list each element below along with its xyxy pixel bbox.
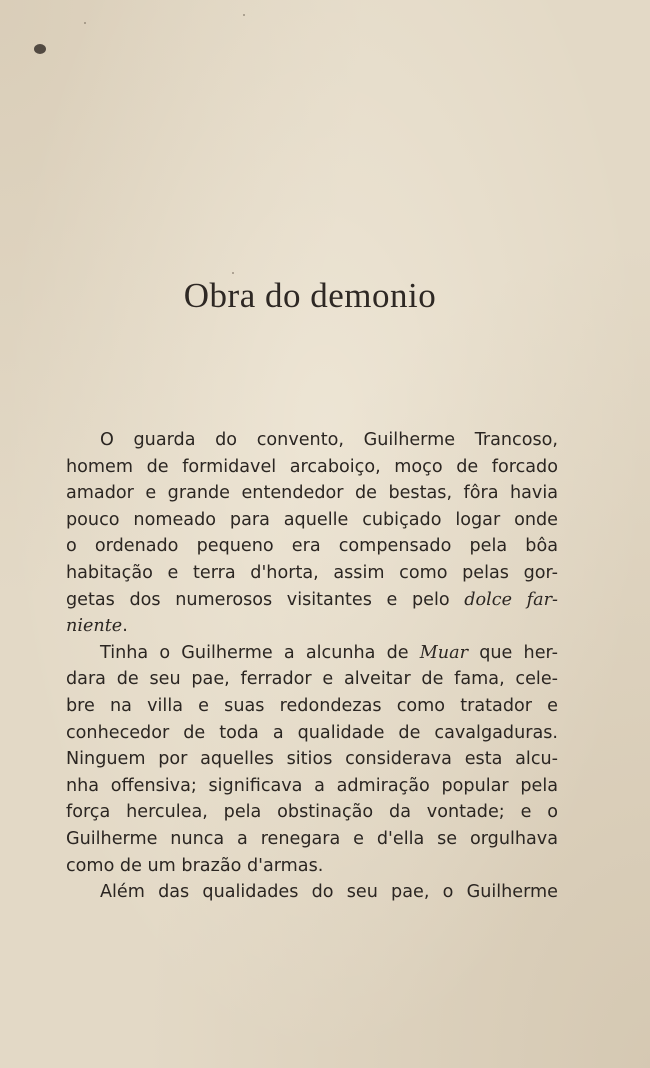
paper-speck <box>232 272 234 274</box>
text-line: dara de seu pae, ferrador e alveitar de fama, cele- <box>66 669 558 690</box>
paper-speck <box>84 22 86 24</box>
text-run: Tinha o Guilherme a alcunha de <box>100 642 420 663</box>
text-line: como de um brazão d'armas. <box>66 855 324 876</box>
text-line: Além das qualidades do seu pae, o Guilherme <box>100 882 558 903</box>
text-line: O guarda do convento, Guilherme Trancoso, <box>100 430 558 450</box>
text-line: Ninguem por aquelles sitios considerava esta alcu- <box>66 749 558 770</box>
text-run: que her- <box>468 642 558 663</box>
paragraph <box>66 879 558 906</box>
paragraph <box>66 640 558 879</box>
text-line <box>66 587 558 614</box>
text-line <box>66 640 558 667</box>
paragraph <box>66 427 558 640</box>
italic-word: Muar <box>419 642 469 663</box>
text-line: nha offensiva; significava a admiração popular pela <box>66 775 558 796</box>
text-line: homem de formidavel arcaboiço, moço de forcado <box>66 456 558 477</box>
body-text <box>66 427 558 906</box>
text-line: bre na villa e suas redondezas como tratador e <box>66 695 558 716</box>
text-run: getas dos numerosos visitantes e pelo <box>66 589 465 610</box>
text-line <box>66 613 558 640</box>
text-line: amador e grande entendedor de bestas, fôra havia <box>66 483 558 504</box>
chapter-title: Obra do demonio <box>183 276 437 315</box>
text-line: pouco nomeado para aquelle cubiçado logar onde <box>66 509 558 530</box>
text-line: habitação e terra d'horta, assim como pelas gor- <box>66 562 558 583</box>
paper-speck <box>243 14 245 16</box>
text-line: força herculea, pela obstinação da vontade; e o <box>66 802 558 823</box>
italic-phrase: dolce far- <box>464 589 558 610</box>
italic-phrase: niente <box>66 616 123 637</box>
ink-blot <box>34 44 46 54</box>
text-line: o ordenado pequeno era compensado pela bôa <box>66 536 558 557</box>
text-line: Guilherme nunca a renegara e d'ella se orgulhava <box>66 828 558 849</box>
text-run: . <box>122 616 128 637</box>
text-line: conhecedor de toda a qualidade de cavalgaduras. <box>66 722 558 743</box>
